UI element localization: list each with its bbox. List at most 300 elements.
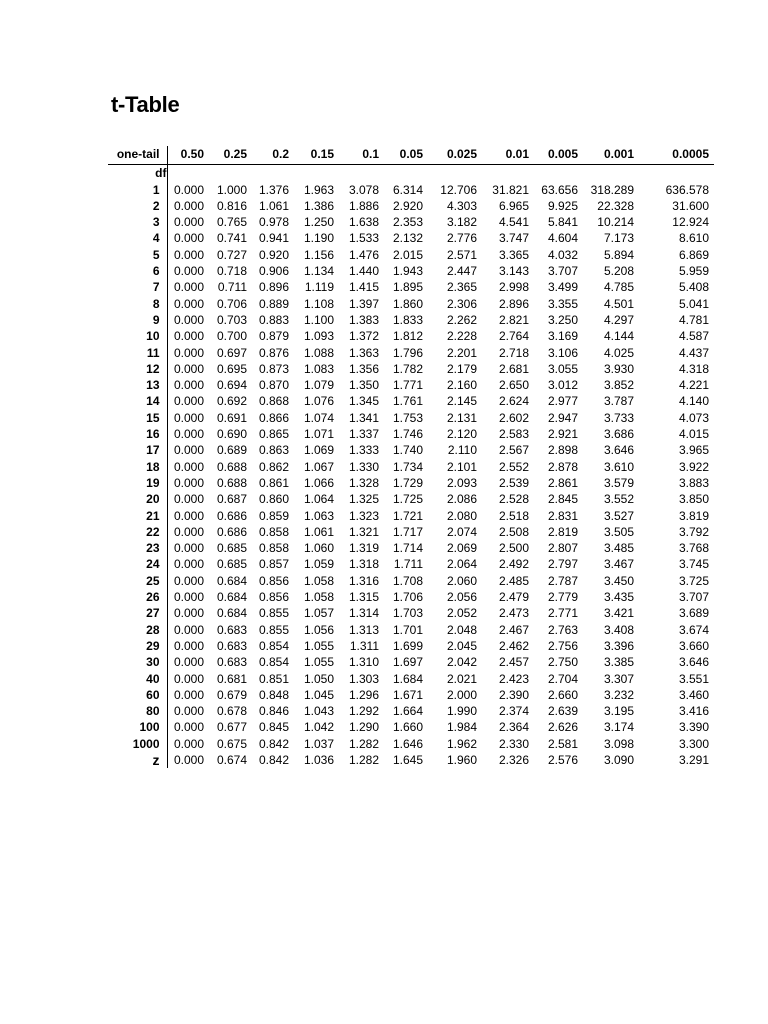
critical-value-cell: 2.479 [498, 590, 529, 605]
z-value-cell: 2.576 [547, 752, 578, 767]
critical-value-cell: 0.000 [173, 361, 204, 376]
critical-value-cell: 0.978 [258, 215, 289, 230]
table-row [108, 345, 714, 361]
critical-value-cell: 3.182 [446, 215, 477, 230]
critical-value-cell: 0.000 [173, 606, 204, 621]
critical-value-cell: 2.508 [498, 524, 529, 539]
critical-value-cell: 1.069 [303, 443, 334, 458]
critical-value-cell: 2.262 [446, 312, 477, 327]
critical-value-cell: 1.321 [348, 524, 379, 539]
critical-value-cell: 1.134 [303, 264, 334, 279]
critical-value-cell: 2.364 [498, 720, 529, 735]
critical-value-cell: 1.325 [348, 492, 379, 507]
critical-value-cell: 12.924 [672, 215, 709, 230]
critical-value-cell: 1.721 [392, 508, 423, 523]
critical-value-cell: 2.819 [547, 524, 578, 539]
column-header: 0.0005 [639, 146, 714, 165]
table-row [108, 719, 714, 735]
critical-value-cell: 2.704 [547, 671, 578, 686]
critical-value-cell: 1.071 [303, 427, 334, 442]
critical-value-cell: 2.462 [498, 638, 529, 653]
table-row [108, 312, 714, 328]
column-header: 0.001 [583, 146, 639, 165]
table-row [108, 377, 714, 393]
critical-value-cell: 2.650 [498, 378, 529, 393]
critical-value-cell: 0.000 [173, 704, 204, 719]
df-value: 8 [108, 296, 167, 312]
critical-value-cell: 0.858 [258, 541, 289, 556]
critical-value-cell: 0.000 [173, 280, 204, 295]
critical-value-cell: 3.646 [603, 443, 634, 458]
critical-value-cell: 0.690 [216, 427, 247, 442]
critical-value-cell: 3.505 [603, 524, 634, 539]
critical-value-cell: 0.000 [173, 459, 204, 474]
critical-value-cell: 1.895 [392, 280, 423, 295]
critical-value-cell: 1.440 [348, 264, 379, 279]
critical-value-cell: 1.717 [392, 524, 423, 539]
critical-value-cell: 2.179 [446, 361, 477, 376]
critical-value-cell: 1.055 [303, 638, 334, 653]
critical-value-cell: 0.718 [216, 264, 247, 279]
critical-value-cell: 1.860 [392, 296, 423, 311]
critical-value-cell: 3.195 [603, 704, 634, 719]
critical-value-cell: 318.289 [590, 182, 634, 197]
critical-value-cell: 2.539 [498, 475, 529, 490]
critical-value-cell: 1.061 [258, 198, 289, 213]
critical-value-cell: 2.457 [498, 655, 529, 670]
critical-value-cell: 3.883 [678, 475, 709, 490]
critical-value-cell: 1.059 [303, 557, 334, 572]
critical-value-cell: 3.416 [678, 704, 709, 719]
critical-value-cell: 0.000 [173, 296, 204, 311]
critical-value-cell: 7.173 [603, 231, 634, 246]
critical-value-cell: 2.878 [547, 459, 578, 474]
critical-value-cell: 1.708 [392, 573, 423, 588]
table-row [108, 393, 714, 409]
critical-value-cell: 0.860 [258, 492, 289, 507]
critical-value-cell: 1.043 [303, 704, 334, 719]
critical-value-cell: 4.073 [678, 410, 709, 425]
critical-value-cell: 5.959 [678, 264, 709, 279]
critical-value-cell: 0.857 [258, 557, 289, 572]
critical-value-cell: 0.695 [216, 361, 247, 376]
critical-value-cell: 0.000 [173, 720, 204, 735]
critical-value-cell: 1.119 [304, 280, 334, 295]
table-body [108, 182, 714, 769]
critical-value-cell: 0.685 [216, 557, 247, 572]
critical-value-cell: 1.323 [348, 508, 379, 523]
critical-value-cell: 2.374 [498, 704, 529, 719]
critical-value-cell: 1.292 [348, 704, 379, 719]
critical-value-cell: 1.753 [392, 410, 423, 425]
critical-value-cell: 3.646 [678, 655, 709, 670]
critical-value-cell: 2.821 [498, 312, 529, 327]
critical-value-cell: 0.000 [173, 557, 204, 572]
critical-value-cell: 3.725 [678, 573, 709, 588]
critical-value-cell: 1.699 [392, 638, 423, 653]
critical-value-cell: 2.998 [498, 280, 529, 295]
df-value: 25 [108, 573, 167, 589]
critical-value-cell: 5.208 [603, 264, 634, 279]
critical-value-cell: 0.855 [258, 622, 289, 637]
critical-value-cell: 3.850 [678, 492, 709, 507]
critical-value-cell: 3.467 [603, 557, 634, 572]
critical-value-cell: 1.812 [392, 329, 423, 344]
critical-value-cell: 0.686 [216, 524, 247, 539]
critical-value-cell: 31.600 [672, 198, 709, 213]
table-row [108, 296, 714, 312]
critical-value-cell: 1.963 [303, 182, 334, 197]
critical-value-cell: 0.000 [173, 590, 204, 605]
critical-value-cell: 1.701 [392, 622, 423, 637]
critical-value-cell: 3.055 [547, 361, 578, 376]
critical-value-cell: 3.250 [547, 312, 578, 327]
table-row [108, 475, 714, 491]
critical-value-cell: 3.787 [603, 394, 634, 409]
critical-value-cell: 1.063 [303, 508, 334, 523]
critical-value-cell: 2.353 [392, 215, 423, 230]
critical-value-cell: 1.037 [303, 736, 334, 751]
critical-value-cell: 0.000 [173, 231, 204, 246]
critical-value-cell: 2.500 [498, 541, 529, 556]
df-value: 16 [108, 426, 167, 442]
critical-value-cell: 1.066 [303, 475, 334, 490]
critical-value-cell: 2.306 [446, 296, 477, 311]
critical-value-cell: 1.638 [348, 215, 379, 230]
df-value: 13 [108, 377, 167, 393]
critical-value-cell: 4.781 [678, 312, 709, 327]
critical-value-cell: 1.303 [348, 671, 379, 686]
critical-value-cell: 0.000 [173, 655, 204, 670]
critical-value-cell: 2.160 [446, 378, 477, 393]
df-value: 23 [108, 540, 167, 556]
table-row [108, 638, 714, 654]
critical-value-cell: 1.376 [258, 182, 289, 197]
critical-value-cell: 1.088 [303, 345, 334, 360]
critical-value-cell: 1.397 [348, 296, 379, 311]
column-header: 0.025 [428, 146, 482, 165]
critical-value-cell: 0.765 [216, 215, 247, 230]
critical-value-cell: 3.707 [678, 590, 709, 605]
df-value: 100 [108, 719, 167, 735]
critical-value-cell: 3.819 [678, 508, 709, 523]
critical-value-cell: 9.925 [547, 198, 578, 213]
table-row [108, 442, 714, 458]
critical-value-cell: 3.922 [678, 459, 709, 474]
critical-value-cell: 1.061 [303, 524, 334, 539]
critical-value-cell: 1.740 [392, 443, 423, 458]
critical-value-cell: 0.000 [173, 671, 204, 686]
critical-value-cell: 1.341 [348, 410, 379, 425]
table-row [108, 214, 714, 230]
table-row [108, 540, 714, 556]
critical-value-cell: 1.533 [348, 231, 379, 246]
critical-value-cell: 2.845 [547, 492, 578, 507]
critical-value-cell: 2.920 [392, 198, 423, 213]
df-value: 4 [108, 230, 167, 246]
critical-value-cell: 1.100 [303, 312, 334, 327]
critical-value-cell: 2.000 [446, 687, 477, 702]
critical-value-cell: 1.729 [392, 475, 423, 490]
critical-value-cell: 2.485 [498, 573, 529, 588]
critical-value-cell: 1.646 [392, 736, 423, 751]
df-value: 7 [108, 279, 167, 295]
critical-value-cell: 0.879 [258, 329, 289, 344]
critical-value-cell: 3.485 [603, 541, 634, 556]
critical-value-cell: 0.000 [173, 410, 204, 425]
critical-value-cell: 3.396 [603, 638, 634, 653]
critical-value-cell: 3.098 [603, 736, 634, 751]
critical-value-cell: 0.000 [173, 524, 204, 539]
critical-value-cell: 3.499 [547, 280, 578, 295]
table-row [108, 182, 714, 198]
critical-value-cell: 2.064 [446, 557, 477, 572]
critical-value-cell: 2.807 [547, 541, 578, 556]
critical-value-cell: 0.856 [258, 573, 289, 588]
critical-value-cell: 2.101 [446, 459, 477, 474]
critical-value-cell: 0.691 [216, 410, 247, 425]
critical-value-cell: 3.674 [678, 622, 709, 637]
z-value-cell: 1.960 [446, 752, 477, 767]
critical-value-cell: 3.300 [678, 736, 709, 751]
critical-value-cell: 6.314 [392, 182, 423, 197]
critical-value-cell: 3.143 [498, 264, 529, 279]
critical-value-cell: 0.920 [258, 247, 289, 262]
critical-value-cell: 2.626 [547, 720, 578, 735]
critical-value-cell: 0.896 [258, 280, 289, 295]
critical-value-cell: 0.861 [258, 475, 289, 490]
critical-value-cell: 8.610 [678, 231, 709, 246]
critical-value-cell: 3.965 [678, 443, 709, 458]
table-row [108, 589, 714, 605]
critical-value-cell: 2.492 [498, 557, 529, 572]
critical-value-cell: 1.734 [392, 459, 423, 474]
critical-value-cell: 6.965 [498, 198, 529, 213]
df-value: 5 [108, 247, 167, 263]
critical-value-cell: 1.093 [303, 329, 334, 344]
critical-value-cell: 3.733 [603, 410, 634, 425]
critical-value-cell: 2.201 [446, 345, 477, 360]
z-value-cell: 2.326 [498, 752, 529, 767]
critical-value-cell: 0.000 [173, 394, 204, 409]
df-row [108, 165, 714, 182]
critical-value-cell: 1.711 [393, 557, 423, 572]
critical-value-cell: 1.984 [446, 720, 477, 735]
critical-value-cell: 3.421 [603, 606, 634, 621]
critical-value-cell: 0.000 [173, 329, 204, 344]
critical-value-cell: 5.841 [547, 215, 578, 230]
critical-value-cell: 0.689 [216, 443, 247, 458]
critical-value-cell: 0.906 [258, 264, 289, 279]
critical-value-cell: 0.000 [173, 198, 204, 213]
critical-value-cell: 0.866 [258, 410, 289, 425]
table-row [108, 687, 714, 703]
critical-value-cell: 4.144 [603, 329, 634, 344]
critical-value-cell: 0.000 [173, 541, 204, 556]
critical-value-cell: 4.015 [678, 427, 709, 442]
column-header: 0.50 [167, 146, 209, 165]
critical-value-cell: 0.000 [173, 622, 204, 637]
critical-value-cell: 0.000 [173, 638, 204, 653]
df-value: 20 [108, 491, 167, 507]
critical-value-cell: 3.689 [678, 606, 709, 621]
critical-value-cell: 0.846 [258, 704, 289, 719]
critical-value-cell: 2.681 [498, 361, 529, 376]
critical-value-cell: 1.310 [348, 655, 379, 670]
critical-value-cell: 1.000 [216, 182, 247, 197]
critical-value-cell: 2.639 [547, 704, 578, 719]
z-value-cell: 0.674 [216, 752, 247, 767]
critical-value-cell: 0.727 [216, 247, 247, 262]
critical-value-cell: 1.060 [303, 541, 334, 556]
critical-value-cell: 3.707 [547, 264, 578, 279]
critical-value-cell: 2.048 [446, 622, 477, 637]
critical-value-cell: 2.228 [446, 329, 477, 344]
critical-value-cell: 2.787 [547, 573, 578, 588]
critical-value-cell: 3.385 [603, 655, 634, 670]
critical-value-cell: 2.756 [547, 638, 578, 653]
critical-value-cell: 1.313 [348, 622, 379, 637]
critical-value-cell: 0.703 [216, 312, 247, 327]
critical-value-cell: 0.941 [258, 231, 289, 246]
critical-value-cell: 1.363 [348, 345, 379, 360]
df-value: 10 [108, 328, 167, 344]
df-value: 26 [108, 589, 167, 605]
critical-value-cell: 1.076 [303, 394, 334, 409]
critical-value-cell: 2.718 [498, 345, 529, 360]
critical-value-cell: 1.782 [392, 361, 423, 376]
critical-value-cell: 2.763 [547, 622, 578, 637]
critical-value-cell: 2.120 [446, 427, 477, 442]
df-value: 1000 [108, 736, 167, 752]
critical-value-cell: 0.000 [173, 508, 204, 523]
critical-value-cell: 2.771 [547, 606, 578, 621]
critical-value-cell: 0.687 [216, 492, 247, 507]
critical-value-cell: 0.000 [173, 736, 204, 751]
critical-value-cell: 3.852 [603, 378, 634, 393]
critical-value-cell: 0.679 [216, 687, 247, 702]
critical-value-cell: 0.684 [216, 606, 247, 621]
critical-value-cell: 2.977 [547, 394, 578, 409]
critical-value-cell: 4.604 [547, 231, 578, 246]
critical-value-cell: 3.551 [678, 671, 709, 686]
column-header: 0.05 [384, 146, 428, 165]
critical-value-cell: 3.307 [603, 671, 634, 686]
critical-value-cell: 0.683 [216, 638, 247, 653]
critical-value-cell: 0.694 [216, 378, 247, 393]
critical-value-cell: 0.675 [216, 736, 247, 751]
critical-value-cell: 1.064 [303, 492, 334, 507]
critical-value-cell: 2.581 [547, 736, 578, 751]
table-row [108, 426, 714, 442]
df-value: 12 [108, 361, 167, 377]
critical-value-cell: 3.579 [603, 475, 634, 490]
z-row [108, 752, 714, 768]
critical-value-cell: 0.684 [216, 573, 247, 588]
critical-value-cell: 1.761 [392, 394, 423, 409]
t-distribution-table [108, 146, 714, 768]
critical-value-cell: 0.858 [258, 524, 289, 539]
critical-value-cell: 4.297 [603, 312, 634, 327]
critical-value-cell: 0.865 [258, 427, 289, 442]
table-row [108, 459, 714, 475]
table-row [108, 556, 714, 572]
critical-value-cell: 4.025 [603, 345, 634, 360]
critical-value-cell: 1.290 [348, 720, 379, 735]
critical-value-cell: 0.000 [173, 443, 204, 458]
critical-value-cell: 1.058 [303, 590, 334, 605]
critical-value-cell: 0.868 [258, 394, 289, 409]
critical-value-cell: 2.552 [498, 459, 529, 474]
critical-value-cell: 0.000 [173, 182, 204, 197]
critical-value-cell: 0.854 [258, 638, 289, 653]
critical-value-cell: 0.883 [258, 312, 289, 327]
critical-value-cell: 0.862 [258, 459, 289, 474]
critical-value-cell: 1.886 [348, 198, 379, 213]
critical-value-cell: 2.776 [446, 231, 477, 246]
critical-value-cell: 0.000 [173, 378, 204, 393]
critical-value-cell: 2.423 [498, 671, 529, 686]
critical-value-cell: 0.000 [173, 264, 204, 279]
table-row [108, 263, 714, 279]
critical-value-cell: 1.296 [348, 687, 379, 702]
table-row [108, 410, 714, 426]
df-value: 40 [108, 671, 167, 687]
critical-value-cell: 1.311 [349, 638, 379, 653]
critical-value-cell: 1.190 [303, 231, 334, 246]
critical-value-cell: 1.383 [348, 312, 379, 327]
critical-value-cell: 3.610 [603, 459, 634, 474]
critical-value-cell: 1.350 [348, 378, 379, 393]
critical-value-cell: 5.894 [603, 247, 634, 262]
critical-value-cell: 1.356 [348, 361, 379, 376]
critical-value-cell: 2.093 [446, 475, 477, 490]
table-row [108, 230, 714, 246]
critical-value-cell: 0.688 [216, 459, 247, 474]
critical-value-cell: 3.792 [678, 524, 709, 539]
critical-value-cell: 2.779 [547, 590, 578, 605]
critical-value-cell: 0.000 [173, 687, 204, 702]
critical-value-cell: 1.050 [303, 671, 334, 686]
critical-value-cell: 6.869 [678, 247, 709, 262]
critical-value-cell: 1.042 [303, 720, 334, 735]
critical-value-cell: 0.000 [173, 573, 204, 588]
table-row [108, 622, 714, 638]
critical-value-cell: 3.686 [603, 427, 634, 442]
critical-value-cell: 0.000 [173, 312, 204, 327]
critical-value-cell: 1.706 [392, 590, 423, 605]
critical-value-cell: 1.058 [303, 573, 334, 588]
critical-value-cell: 1.282 [348, 736, 379, 751]
critical-value-cell: 2.797 [547, 557, 578, 572]
critical-value-cell: 2.365 [446, 280, 477, 295]
critical-value-cell: 3.232 [603, 687, 634, 702]
critical-value-cell: 2.015 [392, 247, 423, 262]
critical-value-cell: 636.578 [665, 182, 709, 197]
critical-value-cell: 3.390 [678, 720, 709, 735]
df-value: 24 [108, 556, 167, 572]
table-row [108, 703, 714, 719]
critical-value-cell: 0.697 [216, 345, 247, 360]
df-label: df [108, 165, 167, 182]
critical-value-cell: 5.408 [678, 280, 709, 295]
critical-value-cell: 2.086 [446, 492, 477, 507]
one-tail-label: one-tail [108, 146, 167, 165]
df-value: 9 [108, 312, 167, 328]
critical-value-cell: 2.624 [498, 394, 529, 409]
critical-value-cell: 1.714 [392, 541, 423, 556]
critical-value-cell: 2.602 [498, 410, 529, 425]
